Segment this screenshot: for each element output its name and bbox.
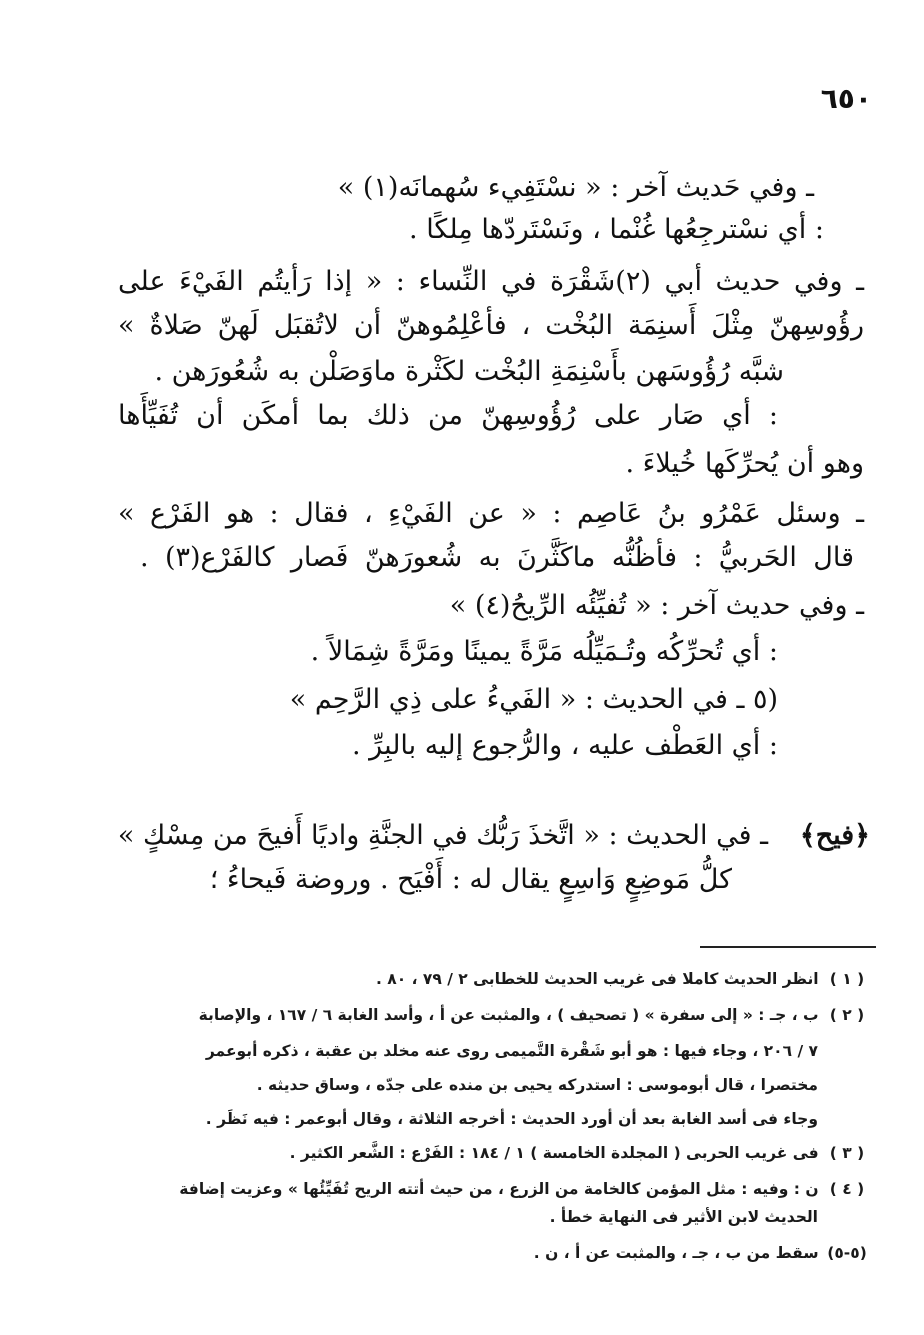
footnote-1-text: انظر الحديث كاملا فى غريب الحديث للخطابى ٢ / ٧٩ ، ٨٠ . [375, 970, 819, 988]
footnote-4-text: ن : وفيه : مثل المؤمن كالخامة من الزرع ، من حيث أتته الريح تُفَيِّئُها » وعزيت إضافة [179, 1180, 819, 1198]
footnote-1 [376, 966, 870, 992]
footnote-4-continuation-1: الحديث لابن الأثير فى النهاية خطأ . [549, 1208, 818, 1226]
body-line-13: : أي العَطْف عليه ، والرُّجوع إليه بالبِرِّ . [352, 730, 778, 761]
body-line-6: : أي صَار على رُؤُوسِهنّ من ذلك بما أمكَن أن تُفَيِّأَها [118, 400, 778, 431]
footnote-5 [534, 1240, 870, 1266]
body-line-11: : أي تُحرِّكُه وتُـمَيِّلُه مَرَّةً يمينًا ومَرَّةً شِمَالاً . [310, 636, 778, 667]
footnote-2-continuation-1: ٧ / ٢٠٦ ، وجاء فيها : هو أبو شَقْرة التَّميمى روى عنه مخلد بن عقبة ، ذكره أبوعمر [205, 1042, 818, 1060]
footnote-4 [179, 1176, 870, 1202]
footnote-1-number: ( ١ ) [829, 970, 865, 988]
body-line-8: ـ وسئل عَمْرُو بنُ عَاصِم : « عن الفَيْءِ ، فقال : هو الفَرْع » [118, 498, 864, 529]
entry-heading: ﴿فيح﴾ [799, 820, 870, 851]
body-line-4: رؤُوسِهنّ مِثْلَ أَسنِمَة البُخْت ، فأعْلِمُوهنّ أن لاتُقبَل لَهنّ صَلاةٌ » [118, 310, 864, 341]
body-line-7: وهو أن يُحرِّكَها خُيلاءَ . [625, 448, 864, 479]
footnote-5-number: (٥-٥) [827, 1244, 867, 1262]
footnote-3-number: ( ٣ ) [829, 1144, 865, 1162]
footnote-5-text: سقط من ب ، جـ ، والمثبت عن أ ، ن . [533, 1244, 819, 1262]
body-line-1: ـ وفي حَديث آخر : « نسْتَفِيء سُهمانَه(١) » [337, 172, 814, 203]
body-line-2: : أي نسْترجِعُها غُنْما ، ونَسْتَردّها مِلكًا . [409, 214, 824, 245]
footnote-2 [199, 1002, 870, 1028]
footnote-2-continuation-3: وجاء فى أسد الغابة بعد أن أورد الحديث : أخرجه الثلاثة ، وقال أبوعمر : فيه نَظَر . [205, 1110, 818, 1128]
body-line-9: قال الحَربيُّ : فأظُنُّه ماكَثَّرنَ به شُعورَهنّ فَصار كالفَرْع(٣) . [140, 542, 854, 573]
footnote-2-number: ( ٢ ) [829, 1006, 865, 1024]
entry-line-1: ـ في الحديث : « اتَّخذَ رَبُّك في الجنَّةِ واديًا أَفيحَ من مِسْكٍ » [117, 820, 768, 851]
page-number: ٦٥٠ [820, 82, 872, 115]
footnote-2-text: ب ، جـ : « إلى سفرة » ( تصحيف ) ، والمثبت عن أ ، وأسد الغابة ٦ / ١٦٧ ، والإصابة [198, 1006, 819, 1024]
entry-line-2: كلُّ مَوضِعٍ وَاسِعٍ يقال له : أَفْيَح . وروضة فَيحاءُ ؛ [209, 864, 732, 895]
body-line-12: (٥ ـ في الحديث : « الفَيءُ على ذِي الرَّحِم » [289, 684, 778, 715]
footnote-2-continuation-2: مختصرا ، قال أبوموسى : استدركه يحيى بن منده على جدّه ، وساق حديثه . [256, 1076, 818, 1094]
body-line-5: شبَّه رُؤُوسَهن بأَسْنِمَةِ البُخْت لكَثْرة ماوَصَلْن به شُعُورَهن . [154, 356, 784, 387]
footnote-4-number: ( ٤ ) [829, 1180, 865, 1198]
footnote-3 [290, 1140, 870, 1166]
footnote-3-text: فى غريب الحربى ( المجلدة الخامسة ) ١ / ١٨٤ : الفَرْع : الشَّعر الكثير . [289, 1144, 819, 1162]
footnote-separator [700, 946, 876, 948]
body-line-10: ـ وفي حديث آخر : « تُفيِّئُه الرِّيحُ(٤) » [449, 590, 864, 621]
body-line-3: ـ وفي حديث أبي (٢)شَقْرَة في النِّساء : « إذا رَأيتُم الفَيْءَ على [118, 266, 864, 297]
